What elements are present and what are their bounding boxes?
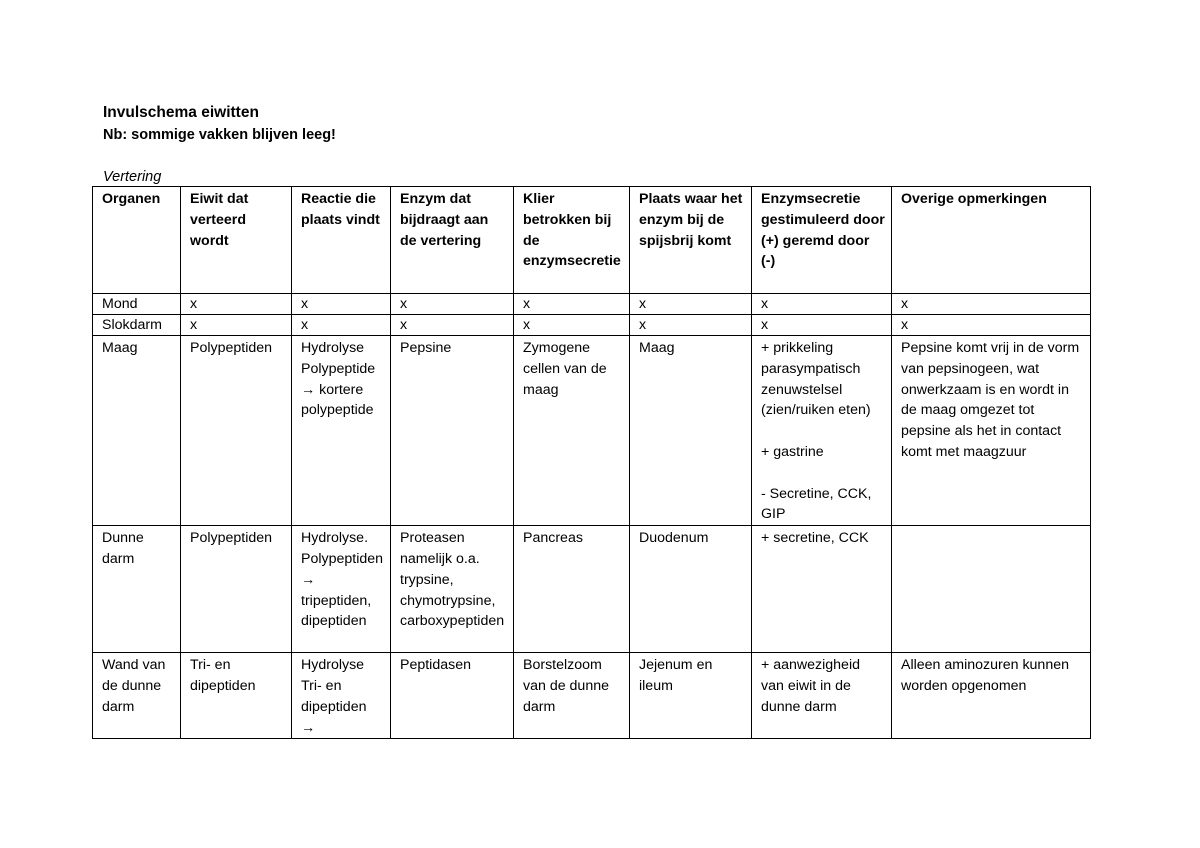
remarks-cell: Pepsine komt vrij in de vorm van pepsinogeen, wat onwerkzaam is en wordt in de maag omgezet tot pepsine als het in contact komt met maagzuur bbox=[892, 336, 1091, 526]
table-cell: x bbox=[630, 294, 752, 315]
header-opmerkingen: Overige opmerkingen bbox=[892, 187, 1091, 294]
header-row bbox=[93, 187, 1091, 294]
row-wand-dunne-darm bbox=[93, 653, 1091, 739]
regulation-cell: + aanwezigheid van eiwit in de dunne darm bbox=[752, 653, 892, 739]
site-cell: Jejenum en ileum bbox=[630, 653, 752, 739]
organ-cell: Wand van de dunne darm bbox=[93, 653, 181, 739]
organ-cell: Maag bbox=[93, 336, 181, 526]
protein-cell: Tri- en dipeptiden bbox=[181, 653, 292, 739]
regulation-line: + prikkeling parasympatisch zenuwstelsel (zien/ruiken eten) bbox=[761, 340, 871, 419]
row-mond bbox=[93, 294, 1091, 315]
regulation-cell bbox=[752, 336, 892, 526]
organ-cell: Dunne darm bbox=[93, 526, 181, 653]
table-cell: x bbox=[391, 315, 514, 336]
header-eiwit: Eiwit dat verteerd wordt bbox=[181, 187, 292, 294]
table-cell: x bbox=[181, 315, 292, 336]
table-caption: Vertering bbox=[103, 169, 162, 185]
site-cell: Maag bbox=[630, 336, 752, 526]
table-cell: x bbox=[892, 315, 1091, 336]
table-cell: x bbox=[514, 315, 630, 336]
row-maag bbox=[93, 336, 1091, 526]
document-title: Invulschema eiwitten bbox=[103, 104, 259, 121]
header-reactie: Reactie die plaats vindt bbox=[292, 187, 391, 294]
reaction-cell: Hydrolyse Tri- en dipeptiden → bbox=[292, 653, 391, 739]
organ-cell: Slokdarm bbox=[93, 315, 181, 336]
protein-digestion-table bbox=[92, 186, 1091, 739]
site-cell: Duodenum bbox=[630, 526, 752, 653]
document-note: Nb: sommige vakken blijven leeg! bbox=[103, 127, 336, 143]
reaction-cell: Hydrolyse Polypeptide → kortere polypeptide bbox=[292, 336, 391, 526]
table-cell: x bbox=[292, 315, 391, 336]
table-cell: x bbox=[514, 294, 630, 315]
protein-cell: Polypeptiden bbox=[181, 526, 292, 653]
gland-cell: Pancreas bbox=[514, 526, 630, 653]
header-enzym: Enzym dat bijdraagt aan de vertering bbox=[391, 187, 514, 294]
protein-cell: Polypeptiden bbox=[181, 336, 292, 526]
regulation-line: - Secretine, CCK, GIP bbox=[761, 485, 872, 523]
header-plaats: Plaats waar het enzym bij de spijsbrij komt bbox=[630, 187, 752, 294]
table-cell: x bbox=[752, 294, 892, 315]
remarks-cell: Alleen aminozuren kunnen worden opgenomen bbox=[892, 653, 1091, 739]
enzyme-cell: Peptidasen bbox=[391, 653, 514, 739]
reaction-cell: Hydrolyse. Polypeptiden → tripeptiden, dipeptiden bbox=[292, 526, 391, 653]
remarks-cell bbox=[892, 526, 1091, 653]
row-dunne-darm bbox=[93, 526, 1091, 653]
table-cell: x bbox=[292, 294, 391, 315]
table-cell: x bbox=[752, 315, 892, 336]
gland-cell: Zymogene cellen van de maag bbox=[514, 336, 630, 526]
header-klier: Klier betrokken bij de enzymsecretie bbox=[514, 187, 630, 294]
header-organen: Organen bbox=[93, 187, 181, 294]
table-cell: x bbox=[391, 294, 514, 315]
header-enzymsecretie: Enzymsecretie gestimuleerd door (+) geremd door (-) bbox=[752, 187, 892, 294]
regulation-cell: + secretine, CCK bbox=[752, 526, 892, 653]
organ-cell: Mond bbox=[93, 294, 181, 315]
table-cell: x bbox=[892, 294, 1091, 315]
table-cell: x bbox=[181, 294, 292, 315]
table-cell: x bbox=[630, 315, 752, 336]
regulation-line: + gastrine bbox=[761, 443, 824, 460]
enzyme-cell: Pepsine bbox=[391, 336, 514, 526]
gland-cell: Borstelzoom van de dunne darm bbox=[514, 653, 630, 739]
enzyme-cell: Proteasen namelijk o.a. trypsine, chymotrypsine, carboxypeptiden bbox=[391, 526, 514, 653]
row-slokdarm bbox=[93, 315, 1091, 336]
